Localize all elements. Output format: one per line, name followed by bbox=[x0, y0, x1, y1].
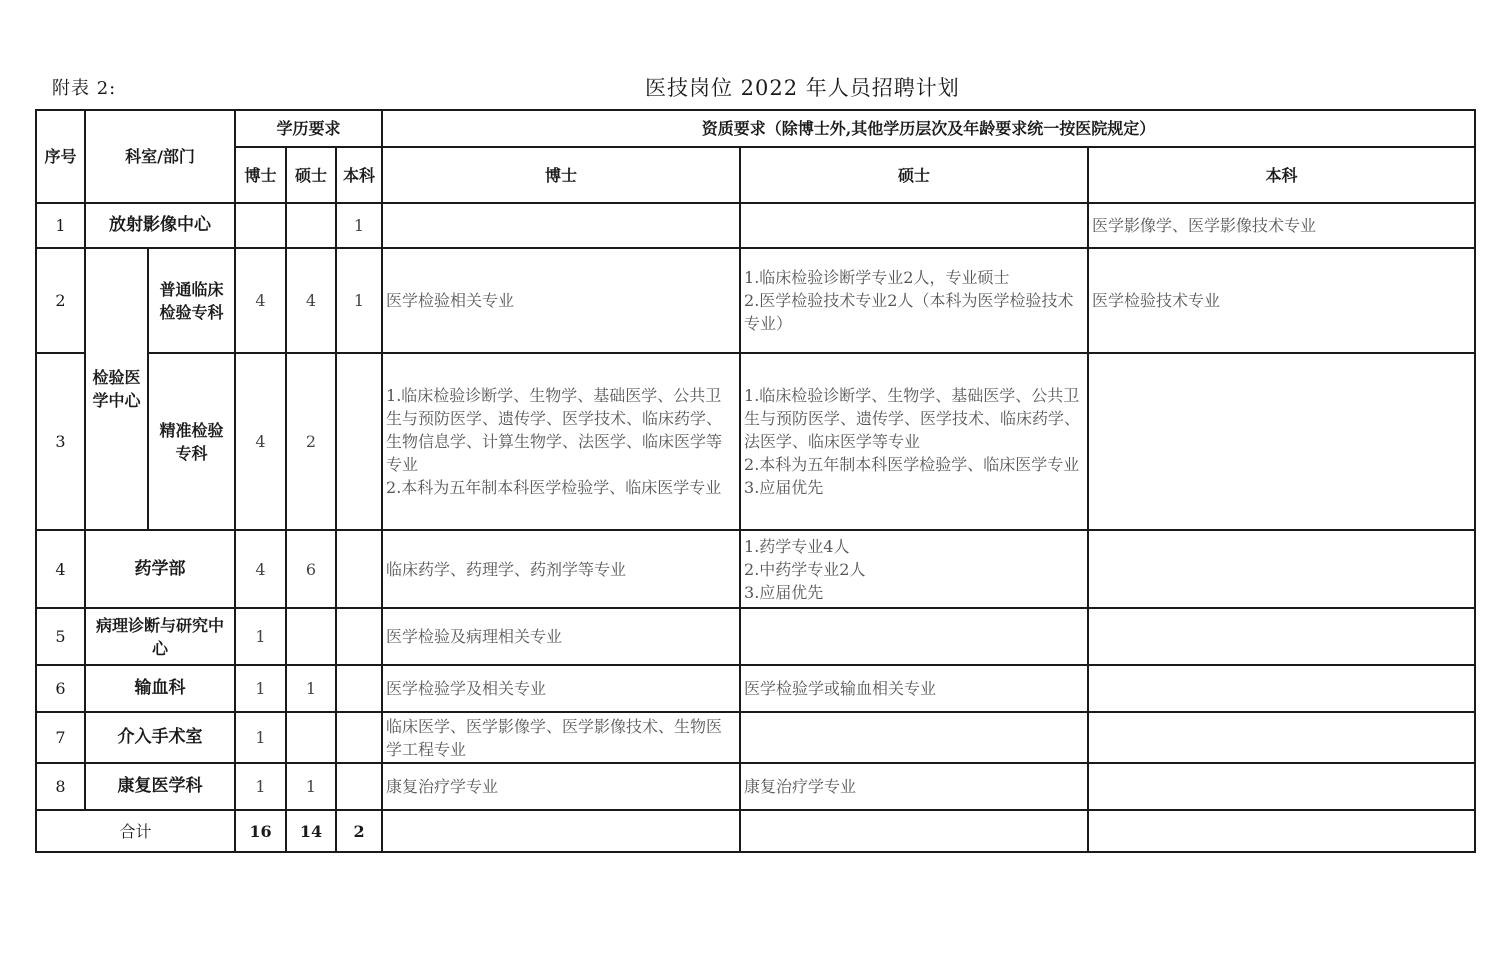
row-bachelor-count bbox=[336, 712, 382, 763]
header-seq: 序号 bbox=[36, 110, 85, 203]
row-bachelor-req bbox=[1088, 665, 1475, 712]
total-empty bbox=[1088, 810, 1475, 852]
row-dept: 介入手术室 bbox=[85, 712, 235, 763]
header-dept: 科室/部门 bbox=[85, 110, 235, 203]
row-master-count: 1 bbox=[286, 665, 336, 712]
row-master-req: 医学检验学或输血相关专业 bbox=[740, 665, 1088, 712]
row-seq: 5 bbox=[36, 608, 85, 665]
row-master-count: 6 bbox=[286, 530, 336, 608]
row-phd-req: 医学检验学及相关专业 bbox=[382, 665, 740, 712]
row-bachelor-count bbox=[336, 763, 382, 810]
row-bachelor-count bbox=[336, 530, 382, 608]
total-label: 合计 bbox=[36, 810, 235, 852]
row-master-count: 1 bbox=[286, 763, 336, 810]
table-row bbox=[36, 353, 1475, 530]
total-row bbox=[36, 810, 1475, 852]
row-bachelor-req: 医学检验技术专业 bbox=[1088, 248, 1475, 353]
row-master-req bbox=[740, 608, 1088, 665]
total-bachelor: 2 bbox=[336, 810, 382, 852]
row-bachelor-req bbox=[1088, 712, 1475, 763]
row-master-req: 1.临床检验诊断学专业2人，专业硕士 2.医学检验技术专业2人（本科为医学检验技术专业） bbox=[740, 248, 1088, 353]
row-master-req: 1.药学专业4人 2.中药学专业2人 3.应届优先 bbox=[740, 530, 1088, 608]
row-master-req bbox=[740, 203, 1088, 248]
total-phd: 16 bbox=[235, 810, 286, 852]
row-seq: 8 bbox=[36, 763, 85, 810]
row-dept: 精准检验专科 bbox=[148, 353, 235, 530]
row-phd-req: 临床药学、药理学、药剂学等专业 bbox=[382, 530, 740, 608]
table-row bbox=[36, 665, 1475, 712]
row-seq: 6 bbox=[36, 665, 85, 712]
row-bachelor-count: 1 bbox=[336, 248, 382, 353]
row-master-req bbox=[740, 712, 1088, 763]
row-master-count bbox=[286, 712, 336, 763]
table-row bbox=[36, 712, 1475, 763]
header-req-phd: 博士 bbox=[382, 147, 740, 203]
header-education: 学历要求 bbox=[235, 110, 382, 147]
row-phd-count: 1 bbox=[235, 763, 286, 810]
table-row bbox=[36, 203, 1475, 248]
table-row bbox=[36, 530, 1475, 608]
row-master-count bbox=[286, 608, 336, 665]
row-master-req: 康复治疗学专业 bbox=[740, 763, 1088, 810]
row-phd-req: 医学检验相关专业 bbox=[382, 248, 740, 353]
table-row bbox=[36, 763, 1475, 810]
header-req-master: 硕士 bbox=[740, 147, 1088, 203]
row-bachelor-count: 1 bbox=[336, 203, 382, 248]
row-master-count: 4 bbox=[286, 248, 336, 353]
row-phd-req: 康复治疗学专业 bbox=[382, 763, 740, 810]
row-bachelor-req bbox=[1088, 608, 1475, 665]
row-phd-req: 临床医学、医学影像学、医学影像技术、生物医学工程专业 bbox=[382, 712, 740, 763]
row-phd-req: 1.临床检验诊断学、生物学、基础医学、公共卫生与预防医学、遗传学、医学技术、临床药学、生物信息学、计算生物学、法医学、临床医学等专业 2.本科为五年制本科医学检验学、临床医学专业 bbox=[382, 353, 740, 530]
header-qualification: 资质要求（除博士外,其他学历层次及年龄要求统一按医院规定） bbox=[382, 110, 1475, 147]
row-dept: 输血科 bbox=[85, 665, 235, 712]
row-phd-count: 1 bbox=[235, 608, 286, 665]
row-dept: 药学部 bbox=[85, 530, 235, 608]
total-master: 14 bbox=[286, 810, 336, 852]
header-req-bachelor: 本科 bbox=[1088, 147, 1475, 203]
row-phd-count: 4 bbox=[235, 353, 286, 530]
row-bachelor-count bbox=[336, 608, 382, 665]
header-edu-phd: 博士 bbox=[235, 147, 286, 203]
row-bachelor-req: 医学影像学、医学影像技术专业 bbox=[1088, 203, 1475, 248]
table-row bbox=[36, 248, 1475, 353]
row-seq: 3 bbox=[36, 353, 85, 530]
row-master-count bbox=[286, 203, 336, 248]
row-dept: 放射影像中心 bbox=[85, 203, 235, 248]
row-phd-count: 4 bbox=[235, 248, 286, 353]
row-phd-count: 1 bbox=[235, 712, 286, 763]
row-phd-count: 4 bbox=[235, 530, 286, 608]
row-dept: 普通临床检验专科 bbox=[148, 248, 235, 353]
row-bachelor-req bbox=[1088, 353, 1475, 530]
row-dept: 康复医学科 bbox=[85, 763, 235, 810]
row-bachelor-req bbox=[1088, 763, 1475, 810]
row-seq: 1 bbox=[36, 203, 85, 248]
header-edu-bachelor: 本科 bbox=[336, 147, 382, 203]
row-bachelor-count bbox=[336, 353, 382, 530]
row-phd-count: 1 bbox=[235, 665, 286, 712]
row-master-req: 1.临床检验诊断学、生物学、基础医学、公共卫生与预防医学、遗传学、医学技术、临床药学、法医学、临床医学等专业 2.本科为五年制本科医学检验学、临床医学专业 3.应届优先 bbox=[740, 353, 1088, 530]
row-bachelor-req bbox=[1088, 530, 1475, 608]
appendix-label: 附表 2: bbox=[52, 78, 117, 99]
row-phd-req bbox=[382, 203, 740, 248]
header-edu-master: 硕士 bbox=[286, 147, 336, 203]
row-phd-req: 医学检验及病理相关专业 bbox=[382, 608, 740, 665]
total-empty bbox=[382, 810, 740, 852]
recruitment-table bbox=[35, 109, 1476, 853]
page-title: 医技岗位 2022 年人员招聘计划 bbox=[645, 76, 960, 100]
row-master-count: 2 bbox=[286, 353, 336, 530]
row-dept: 病理诊断与研究中心 bbox=[85, 608, 235, 665]
table-row bbox=[36, 608, 1475, 665]
row-bachelor-count bbox=[336, 665, 382, 712]
row-seq: 7 bbox=[36, 712, 85, 763]
row-phd-count bbox=[235, 203, 286, 248]
group-lab-center: 检验医学中心 bbox=[85, 248, 148, 530]
total-empty bbox=[740, 810, 1088, 852]
row-seq: 2 bbox=[36, 248, 85, 353]
row-seq: 4 bbox=[36, 530, 85, 608]
